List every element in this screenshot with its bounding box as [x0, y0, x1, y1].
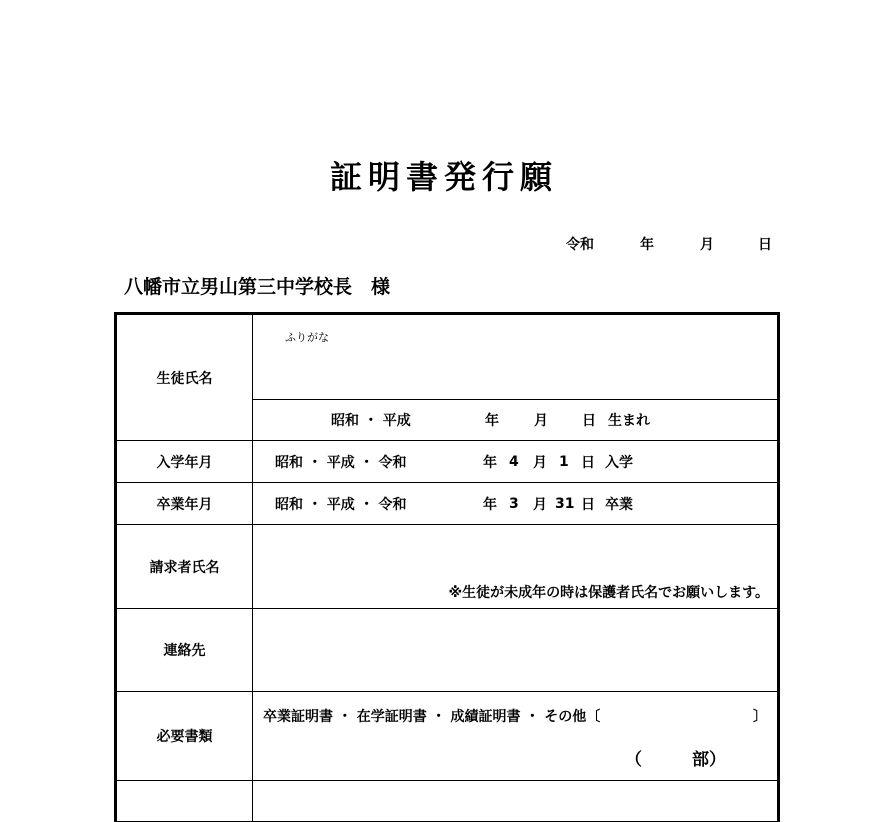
contact-label: 連絡先 [116, 609, 253, 692]
enrollment-month-label: 月 [533, 454, 547, 471]
graduation-month-label: 月 [533, 496, 547, 513]
student-name-field[interactable] [253, 314, 779, 400]
graduation-month-num: 3 [509, 495, 519, 512]
graduation-day-label: 日 [581, 496, 595, 513]
copies-count[interactable] [625, 745, 726, 770]
enrollment-eras: 昭和 ・ 平成 ・ 令和 [275, 454, 407, 471]
requester-name-field[interactable] [253, 525, 779, 609]
graduation-label: 卒業年月 [116, 483, 253, 525]
graduation-year-label: 年 [483, 496, 497, 513]
contact-field[interactable] [253, 609, 779, 692]
document-options[interactable]: 卒業証明書 ・ 在学証明書 ・ 成績証明書 ・ その他〔 [263, 709, 601, 725]
enrollment-day-num: 1 [559, 453, 569, 470]
requester-note: ※生徒が未成年の時は保護者氏名でお願いします。 [448, 585, 769, 601]
date-day-label: 日 [758, 237, 772, 253]
recipient: 八幡市立男山第三中学校長 様 [124, 276, 391, 298]
graduation-day-num: 31 [555, 495, 575, 512]
enrollment-suffix: 入学 [605, 454, 633, 471]
birth-day-label: 日 [582, 413, 596, 429]
enrollment-label: 入学年月 [116, 441, 253, 483]
birth-month-label: 月 [534, 413, 548, 429]
date-era: 令和 [566, 237, 594, 253]
certificate-request-form [114, 312, 780, 822]
documents-label: 必要書類 [116, 692, 253, 781]
copies-open-paren: （ [625, 750, 642, 770]
copies-unit: 部） [692, 750, 726, 770]
requester-label: 請求者氏名 [116, 525, 253, 609]
enrollment-day-label: 日 [581, 454, 595, 471]
enrollment-month-num: 4 [509, 453, 519, 470]
enrollment-date-field[interactable] [253, 441, 779, 483]
furigana-label: ふりがな [285, 331, 329, 344]
date-year-label: 年 [640, 237, 654, 253]
birth-year-label: 年 [485, 413, 499, 429]
student-name-label: 生徒氏名 [116, 314, 253, 441]
birth-suffix: 生まれ [608, 413, 650, 429]
other-bracket-close: 〕 [753, 709, 767, 725]
documents-field[interactable] [253, 692, 779, 781]
birth-eras: 昭和 ・ 平成 [331, 413, 411, 429]
date-month-label: 月 [700, 237, 714, 253]
enrollment-year-label: 年 [483, 454, 497, 471]
graduation-suffix: 卒業 [605, 496, 633, 513]
document-title: 証明書発行願 [329, 158, 558, 196]
extra-field[interactable] [253, 781, 779, 822]
birth-date-field[interactable] [253, 400, 779, 441]
extra-label-cell [116, 781, 253, 822]
graduation-eras: 昭和 ・ 平成 ・ 令和 [275, 496, 407, 513]
graduation-date-field[interactable] [253, 483, 779, 525]
